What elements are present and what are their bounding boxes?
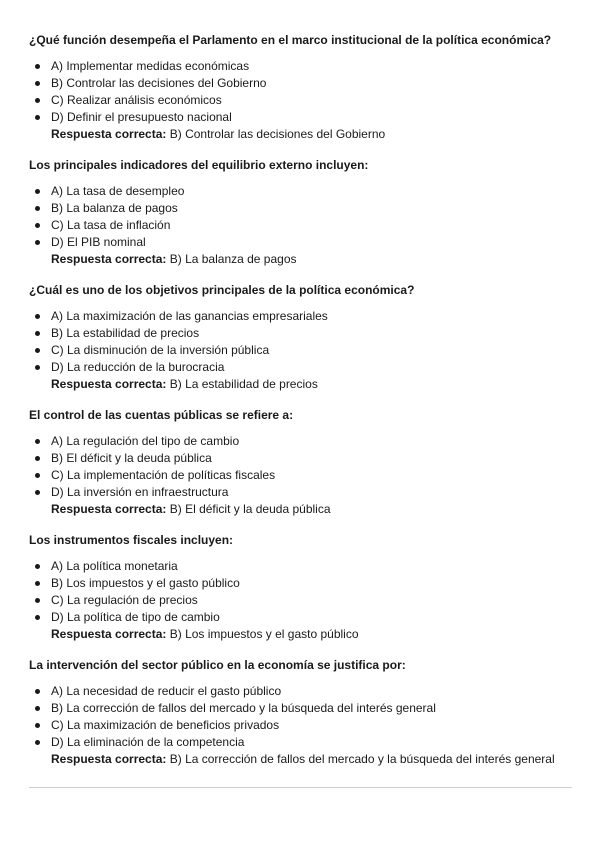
answer-label: Respuesta correcta: [51,752,167,766]
bullet-icon [35,331,40,336]
option-b: B) La balanza de pagos [51,200,574,217]
answer-text: B) Los impuestos y el gasto público [169,627,359,641]
options-list [29,183,574,251]
answer-text: B) Controlar las decisiones del Gobierno [169,127,386,141]
question-block [29,156,574,268]
question-text: ¿Qué función desempeña el Parlamento en el marco institucional de la política económica? [29,33,552,47]
option-a: A) La política monetaria [51,558,574,575]
question-block [29,406,574,518]
option-d: D) La política de tipo de cambio [51,609,574,626]
options-list [29,683,574,751]
question-text: La intervención del sector público en la economía se justifica por: [29,658,406,672]
options-list [29,433,574,501]
option-c: C) La implementación de políticas fiscales [51,467,574,484]
answer-label: Respuesta correcta: [51,502,167,516]
bullet-icon [35,223,40,228]
answer-label: Respuesta correcta: [51,127,167,141]
bullet-icon [35,615,40,620]
bullet-icon [35,189,40,194]
bullet-icon [35,689,40,694]
option-b: B) El déficit y la deuda pública [51,450,574,467]
quiz-content [29,31,574,781]
correct-answer [29,126,574,143]
correct-answer [29,251,574,268]
answer-text: B) La balanza de pagos [169,252,297,266]
answer-label: Respuesta correcta: [51,627,167,641]
bullet-icon [35,723,40,728]
bullet-icon [35,81,40,86]
question-text: ¿Cuál es uno de los objetivos principales de la política económica? [29,283,415,297]
bullet-icon [35,564,40,569]
question-text: Los instrumentos fiscales incluyen: [29,533,234,547]
correct-answer [29,626,574,643]
bullet-icon [35,598,40,603]
option-a: A) Implementar medidas económicas [51,58,574,75]
correct-answer [29,376,574,393]
bullet-icon [35,365,40,370]
answer-text: B) La corrección de fallos del mercado y la búsqueda del interés general [169,752,555,766]
answer-text: B) El déficit y la deuda pública [169,502,331,516]
bullet-icon [35,240,40,245]
bullet-icon [35,98,40,103]
option-d: D) La reducción de la burocracia [51,359,574,376]
answer-label: Respuesta correcta: [51,377,167,391]
option-b: B) Los impuestos y el gasto público [51,575,574,592]
option-a: A) La maximización de las ganancias empresariales [51,308,574,325]
option-c: C) La disminución de la inversión pública [51,342,574,359]
option-d: D) Definir el presupuesto nacional [51,109,574,126]
bullet-icon [35,206,40,211]
bullet-icon [35,64,40,69]
bullet-icon [35,439,40,444]
bullet-icon [35,706,40,711]
question-block [29,281,574,393]
bullet-icon [35,581,40,586]
option-b: B) La estabilidad de precios [51,325,574,342]
answer-label: Respuesta correcta: [51,252,167,266]
bullet-icon [35,740,40,745]
option-c: C) La regulación de precios [51,592,574,609]
bullet-icon [35,115,40,120]
bullet-icon [35,456,40,461]
bullet-icon [35,473,40,478]
correct-answer [29,751,574,768]
options-list [29,58,574,126]
question-block [29,31,574,143]
option-c: C) La tasa de inflación [51,217,574,234]
option-a: A) La tasa de desempleo [51,183,574,200]
option-d: D) La eliminación de la competencia [51,734,574,751]
question-block [29,656,574,768]
bullet-icon [35,490,40,495]
options-list [29,308,574,376]
option-a: A) La necesidad de reducir el gasto público [51,683,574,700]
question-block [29,531,574,643]
question-text: Los principales indicadores del equilibrio externo incluyen: [29,158,369,172]
option-c: C) Realizar análisis económicos [51,92,574,109]
answer-text: B) La estabilidad de precios [169,377,318,391]
option-d: D) El PIB nominal [51,234,574,251]
option-b: B) Controlar las decisiones del Gobierno [51,75,574,92]
question-text: El control de las cuentas públicas se refiere a: [29,408,294,422]
option-b: B) La corrección de fallos del mercado y la búsqueda del interés general [51,700,574,717]
bullet-icon [35,348,40,353]
option-d: D) La inversión en infraestructura [51,484,574,501]
page-divider [29,787,572,788]
option-c: C) La maximización de beneficios privados [51,717,574,734]
options-list [29,558,574,626]
bullet-icon [35,314,40,319]
correct-answer [29,501,574,518]
option-a: A) La regulación del tipo de cambio [51,433,574,450]
